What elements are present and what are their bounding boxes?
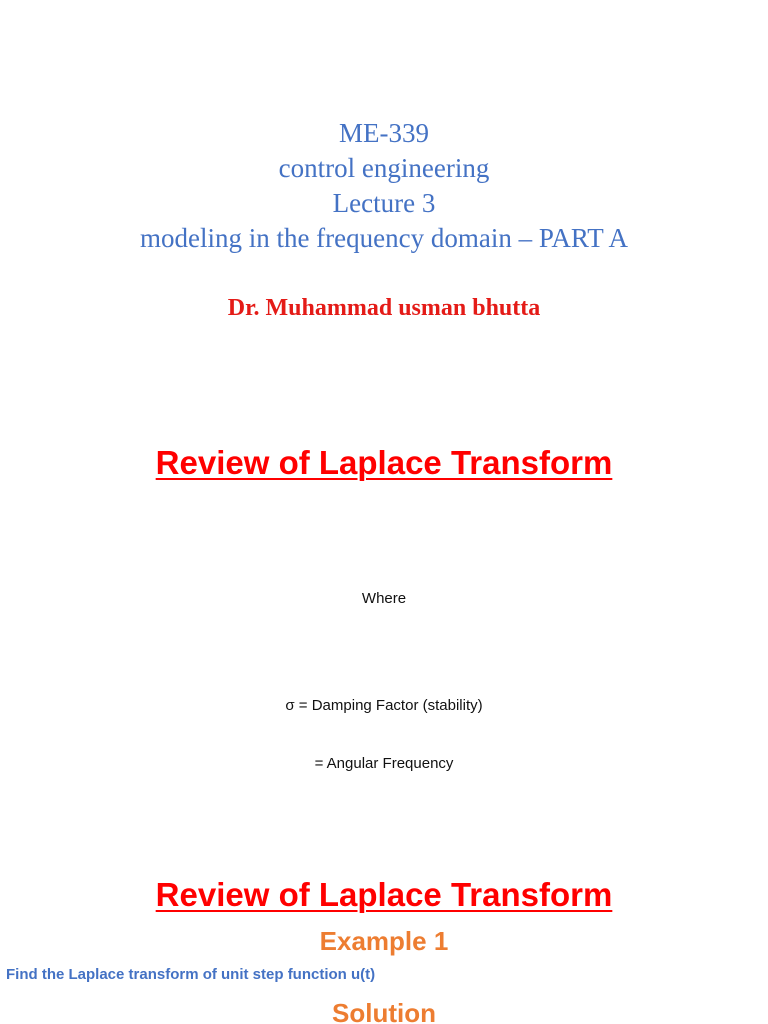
- author-name: Dr. Muhammad usman bhutta: [227, 295, 541, 321]
- course-name: control engineering: [278, 153, 490, 183]
- lecture-number: Lecture 3: [332, 188, 436, 218]
- sigma-definition: σ = Damping Factor (stability): [285, 697, 483, 714]
- example-label: Example 1: [319, 926, 449, 956]
- example-question: Find the Laplace transform of unit step function u(t): [6, 966, 376, 983]
- lecture-topic: modeling in the frequency domain – PART A: [139, 223, 629, 253]
- review-heading: Review of Laplace Transform: [155, 444, 613, 481]
- solution-label: Solution: [332, 998, 436, 1024]
- title-block: [0, 116, 768, 256]
- course-code: ME-339: [339, 118, 429, 148]
- omega-definition: = Angular Frequency: [314, 755, 454, 772]
- where-label: Where: [361, 590, 407, 607]
- review-heading-example: Review of Laplace Transform: [155, 876, 613, 913]
